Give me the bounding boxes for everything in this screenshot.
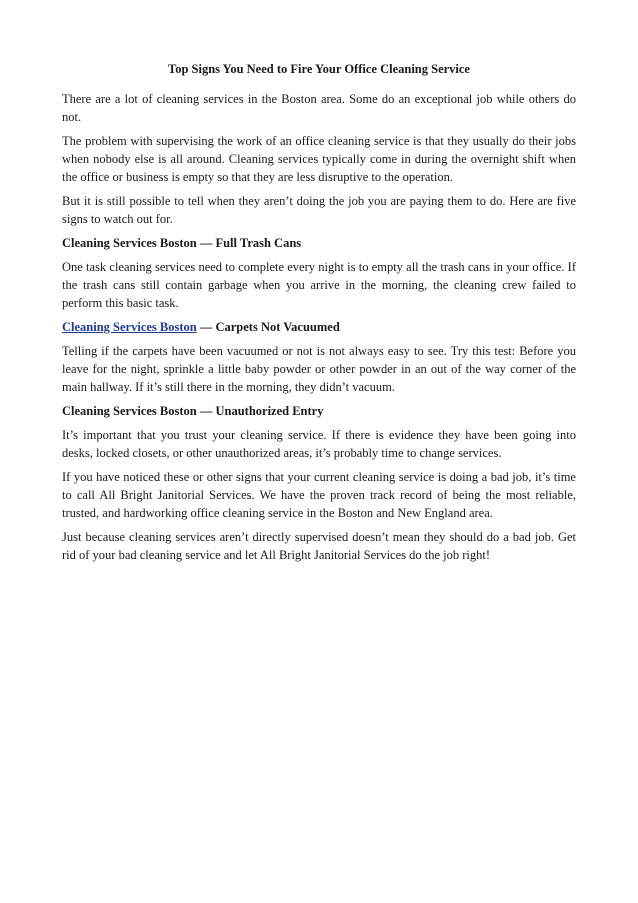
closing-paragraph-1: If you have noticed these or other signs that your current cleaning service is doing a bad job, it’s time to call All Bright Janitorial Services. We have the proven track record of being the most reliable, trusted, and hardworking office cleaning service in the Boston and New England area. [62,470,576,520]
section-heading-unauthorized-entry: Cleaning Services Boston — Unauthorized Entry [62,404,324,418]
section-heading-trash-cans: Cleaning Services Boston — Full Trash Cans [62,236,302,250]
intro-paragraph-3: But it is still possible to tell when they aren’t doing the job you are paying them to do. Here are five signs to watch out for. [62,194,576,226]
cleaning-services-boston-link[interactable]: Cleaning Services Boston [62,320,197,334]
document-title: Top Signs You Need to Fire Your Office Cleaning Service [168,62,470,76]
intro-paragraph-1: There are a lot of cleaning services in the Boston area. Some do an exceptional job while others do not. [62,92,576,124]
document-page [62,60,576,570]
section-paragraph-unauthorized-entry: It’s important that you trust your cleaning service. If there is evidence they have been going into desks, locked closets, or other unauthorized areas, it’s probably time to change services. [62,428,576,460]
section-heading-carpets-text: — Carpets Not Vacuumed [196,320,340,334]
section-paragraph-trash-cans: One task cleaning services need to complete every night is to empty all the trash cans in your office. If the trash cans still contain garbage when you arrive in the morning, the cleaning crew failed to perform this basic task. [62,260,576,310]
section-paragraph-carpets: Telling if the carpets have been vacuumed or not is not always easy to see. Try this test: Before you leave for the night, sprinkle a little baby powder or other powder in an out of the way corner of the main hallway. If it’s still there in the morning, they didn’t vacuum. [62,344,576,394]
section-heading-carpets [62,318,576,336]
intro-paragraph-2: The problem with supervising the work of an office cleaning service is that they usually do their jobs when nobody else is all around. Cleaning services typically come in during the overnight shift when the office or business is empty so that they are less disruptive to the operation. [62,134,576,184]
closing-paragraph-2: Just because cleaning services aren’t directly supervised doesn’t mean they should do a bad job. Get rid of your bad cleaning service and let All Bright Janitorial Services do the job right! [62,530,576,562]
